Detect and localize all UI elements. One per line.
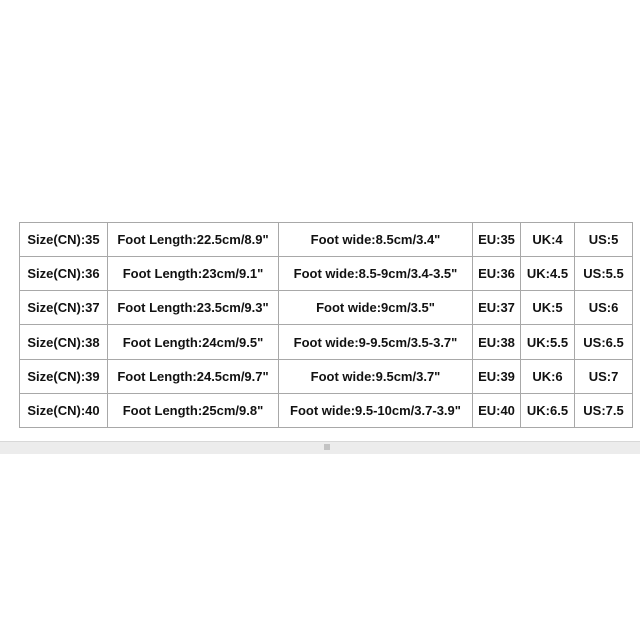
size-chart-body (20, 223, 633, 428)
foot-width-cell: Foot wide:9cm/3.5" (279, 291, 473, 325)
eu-size-cell: EU:35 (473, 223, 521, 257)
table-row (20, 393, 633, 427)
foot-width-cell: Foot wide:9.5-10cm/3.7-3.9" (279, 393, 473, 427)
foot-width-cell: Foot wide:8.5-9cm/3.4-3.5" (279, 257, 473, 291)
eu-size-cell: EU:40 (473, 393, 521, 427)
uk-size-cell: UK:4 (521, 223, 575, 257)
foot-width-cell: Foot wide:8.5cm/3.4" (279, 223, 473, 257)
foot-width-cell: Foot wide:9-9.5cm/3.5-3.7" (279, 325, 473, 359)
foot-length-cell: Foot Length:24.5cm/9.7" (108, 359, 279, 393)
us-size-cell: US:5.5 (575, 257, 633, 291)
size-chart-table (19, 222, 633, 428)
eu-size-cell: EU:39 (473, 359, 521, 393)
us-size-cell: US:6.5 (575, 325, 633, 359)
size-cn-cell: Size(CN):39 (20, 359, 108, 393)
size-cn-cell: Size(CN):40 (20, 393, 108, 427)
table-row (20, 223, 633, 257)
size-cn-cell: Size(CN):38 (20, 325, 108, 359)
size-cn-cell: Size(CN):36 (20, 257, 108, 291)
foot-length-cell: Foot Length:23cm/9.1" (108, 257, 279, 291)
us-size-cell: US:5 (575, 223, 633, 257)
foot-length-cell: Foot Length:24cm/9.5" (108, 325, 279, 359)
uk-size-cell: UK:6.5 (521, 393, 575, 427)
resize-handle-icon[interactable] (322, 442, 332, 452)
table-row (20, 325, 633, 359)
foot-length-cell: Foot Length:22.5cm/8.9" (108, 223, 279, 257)
eu-size-cell: EU:37 (473, 291, 521, 325)
us-size-cell: US:7.5 (575, 393, 633, 427)
eu-size-cell: EU:38 (473, 325, 521, 359)
table-row (20, 291, 633, 325)
table-row (20, 359, 633, 393)
uk-size-cell: UK:4.5 (521, 257, 575, 291)
uk-size-cell: UK:6 (521, 359, 575, 393)
uk-size-cell: UK:5 (521, 291, 575, 325)
size-cn-cell: Size(CN):37 (20, 291, 108, 325)
us-size-cell: US:6 (575, 291, 633, 325)
size-cn-cell: Size(CN):35 (20, 223, 108, 257)
eu-size-cell: EU:36 (473, 257, 521, 291)
table-row (20, 257, 633, 291)
uk-size-cell: UK:5.5 (521, 325, 575, 359)
foot-length-cell: Foot Length:23.5cm/9.3" (108, 291, 279, 325)
foot-width-cell: Foot wide:9.5cm/3.7" (279, 359, 473, 393)
bottom-bar (0, 441, 640, 454)
foot-length-cell: Foot Length:25cm/9.8" (108, 393, 279, 427)
us-size-cell: US:7 (575, 359, 633, 393)
